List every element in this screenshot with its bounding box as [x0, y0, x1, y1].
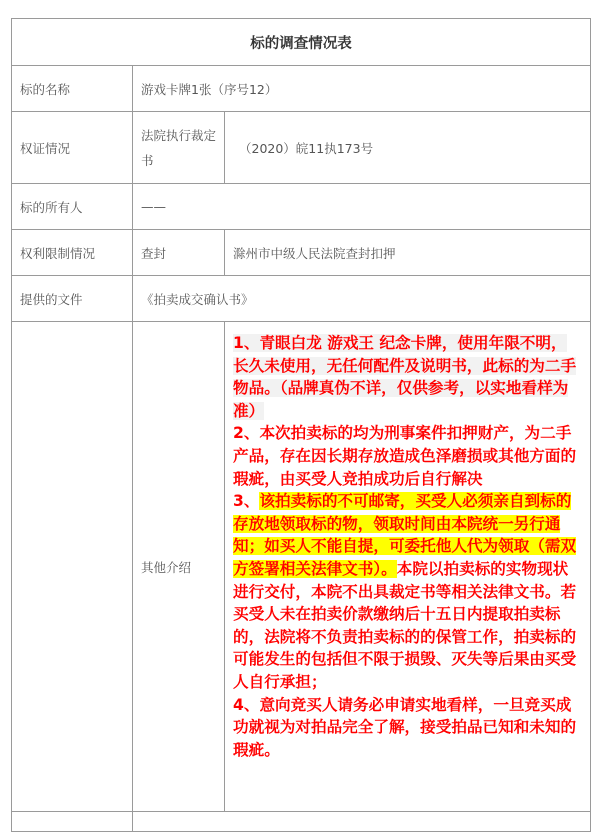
- value-name: 游戏卡牌1张（序号12）: [133, 66, 591, 112]
- row-next: [12, 812, 591, 832]
- label-restrict: 权利限制情况: [12, 230, 133, 276]
- survey-table: [11, 18, 591, 832]
- label-name: 标的名称: [12, 66, 133, 112]
- para-2: 2、本次拍卖标的均为刑事案件扣押财产，为二手产品，存在因长期存放造成色泽磨损或其他方面的瑕疵，由买受人竞拍成功后自行解决: [233, 424, 577, 488]
- value-docs: 《拍卖成交确认书》: [133, 276, 591, 322]
- restrict-type: 查封: [133, 230, 225, 276]
- cell-empty: [133, 812, 591, 832]
- cert-value: （2020）皖11执173号: [225, 112, 591, 184]
- cell-empty: [12, 812, 133, 832]
- value-owner: ——: [133, 184, 591, 230]
- row-owner: [12, 184, 591, 230]
- label-owner: 标的所有人: [12, 184, 133, 230]
- other-content: [225, 322, 591, 812]
- para-3-rest: 本院以拍卖标的实物现状进行交付，本院不出具裁定书等相关法律文书。若买受人未在拍卖价款缴纳后十五日内提取拍卖标的，法院将不负责拍卖标的的保管工作，拍卖标的可能发生的包括但不限于损毁、灭失等后果由买受人自行承担；: [233, 559, 577, 691]
- row-restrict: [12, 230, 591, 276]
- restrict-value: 滁州市中级人民法院查封扣押: [225, 230, 591, 276]
- label-docs: 提供的文件: [12, 276, 133, 322]
- row-name: [12, 66, 591, 112]
- para-3: [233, 490, 582, 693]
- para-3-prefix: 3、: [233, 492, 260, 511]
- para-1: 1、青眼白龙 游戏王 纪念卡牌，使用年限不明，长久未使用，无任何配件及说明书，此标的为二手物品。（品牌真伪不详，仅供参考，以实地看样为准）: [233, 334, 577, 420]
- label-other: 其他介绍: [133, 322, 225, 812]
- para-3-highlight: 该拍卖标的不可邮寄，买受人必须亲自到标的存放地领取标的物，领取时间由本院统一另行通知；如买人不能自提，可委托他人代为领取（需双方签署相关法律文书）。: [233, 492, 577, 578]
- row-cert: [12, 112, 591, 184]
- table-title: 标的调查情况表: [12, 19, 591, 66]
- label-cert: 权证情况: [12, 112, 133, 184]
- cert-type: 法院执行裁定书: [133, 112, 225, 184]
- row-other: [12, 322, 591, 812]
- para-4: 4、意向竞买人请务必申请实地看样，一旦竞买成功就视为对拍品完全了解，接受拍品已知和未知的瑕疵。: [233, 695, 577, 759]
- label-other-empty: [12, 322, 133, 812]
- row-docs: [12, 276, 591, 322]
